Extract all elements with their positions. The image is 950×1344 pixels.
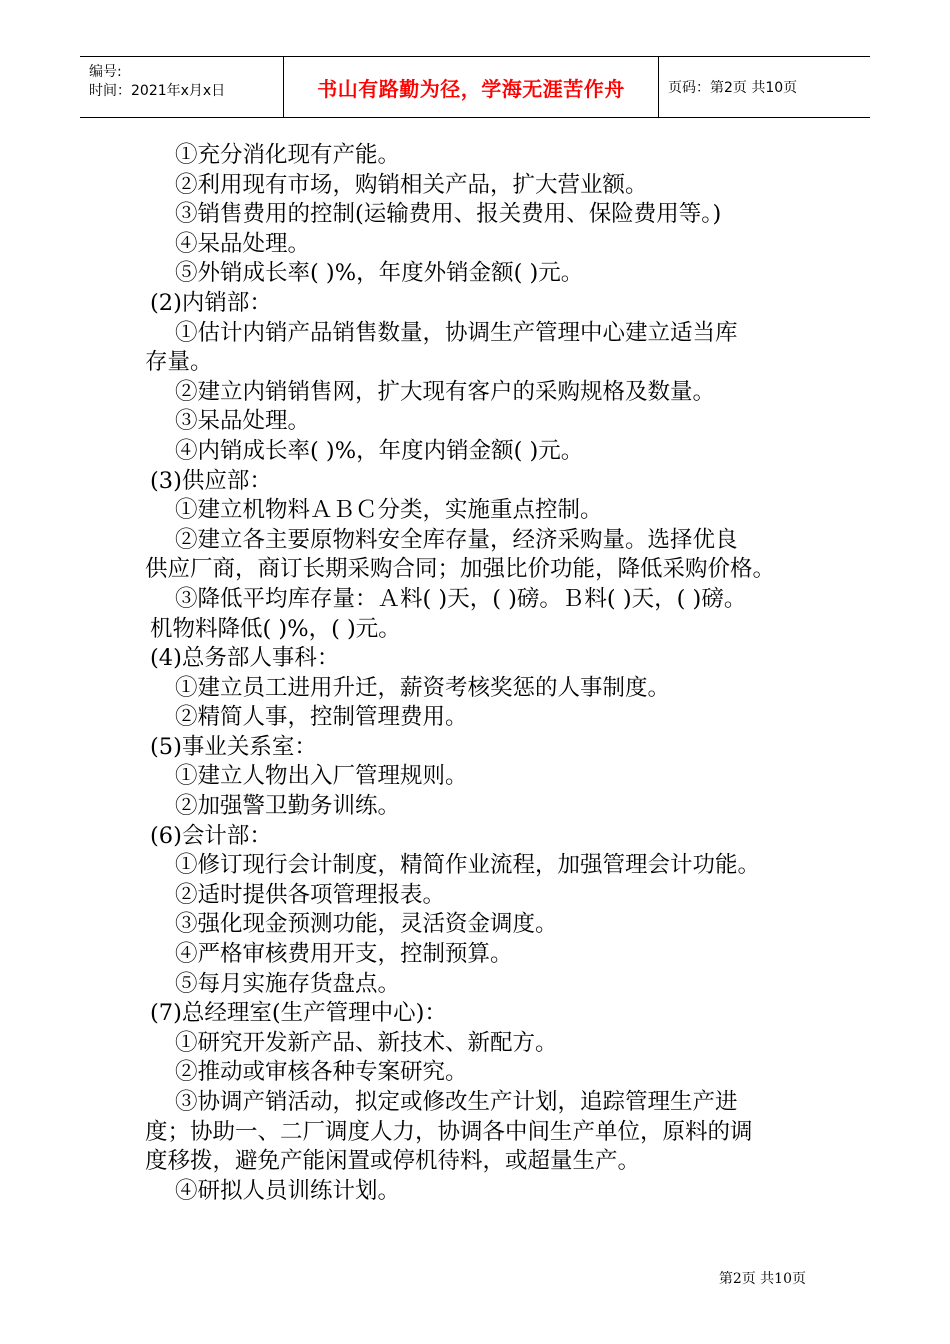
- body-line: 机物料降低( )%，( )元。: [150, 615, 401, 642]
- body-line: ①建立员工进用升迁，薪资考核奖惩的人事制度。: [175, 674, 671, 701]
- body-line: ①建立人物出入厂管理规则。: [175, 763, 468, 790]
- document-time-label: 时间：2021年x月x日: [89, 83, 226, 99]
- body-line: ②加强警卫勤务训练。: [175, 793, 401, 820]
- section-heading: (7)总经理室(生产管理中心)：: [150, 1000, 447, 1027]
- body-line: ①估计内销产品销售数量，协调生产管理中心建立适当库: [175, 319, 738, 346]
- body-line: ③销售费用的控制(运输费用、报关费用、保险费用等。): [175, 201, 722, 228]
- section-heading: (6)会计部：: [150, 822, 272, 849]
- body-line: ①修订现行会计制度，精简作业流程，加强管理会计功能。: [175, 852, 761, 879]
- body-line: ④研拟人员训练计划。: [175, 1177, 401, 1204]
- body-line: 度；协助一、二厂调度人力，协调各中间生产单位，原料的调: [145, 1118, 753, 1145]
- body-line: ④严格审核费用开支，控制预算。: [175, 941, 513, 968]
- body-line: ②利用现有市场，购销相关产品，扩大营业额。: [175, 171, 648, 198]
- document-body: [145, 141, 825, 1206]
- body-line: 存量。: [145, 349, 213, 376]
- page-footer: 第2页 共10页: [718, 1271, 806, 1287]
- body-line: ③降低平均库存量：Ａ料( )天，( )磅。Ｂ料( )天，( )磅。: [175, 585, 747, 612]
- body-line: ②建立各主要原物料安全库存量，经济采购量。选择优良: [175, 526, 738, 553]
- body-line: 供应厂商，商订长期采购合同；加强比价功能，降低采购价格。: [145, 556, 776, 583]
- body-line: ④呆品处理。: [175, 230, 311, 257]
- page-header: [80, 56, 870, 118]
- section-heading: (5)事业关系室：: [150, 733, 317, 760]
- body-line: 度移拨，避免产能闲置或停机待料，或超量生产。: [145, 1148, 641, 1175]
- body-line: ③强化现金预测功能，灵活资金调度。: [175, 911, 558, 938]
- body-line: ⑤外销成长率( )%，年度外销金额( )元。: [175, 260, 584, 287]
- body-line: ①充分消化现有产能。: [175, 142, 401, 168]
- body-line: ③协调产销活动，拟定或修改生产计划，追踪管理生产进: [175, 1089, 738, 1115]
- section-heading: (2)内销部：: [150, 289, 272, 316]
- section-heading: (3)供应部：: [150, 467, 272, 494]
- header-motto: 书山有路勤为径，学海无涯苦作舟: [283, 57, 659, 117]
- body-line: ②建立内销销售网，扩大现有客户的采购规格及数量。: [175, 378, 716, 405]
- body-line: ③呆品处理。: [175, 408, 311, 435]
- body-line: ⑤每月实施存货盘点。: [175, 970, 401, 997]
- header-meta: [80, 57, 283, 117]
- body-line: ②精简人事，控制管理费用。: [175, 704, 468, 731]
- body-line: ①建立机物料ＡＢＣ分类，实施重点控制。: [175, 497, 603, 524]
- body-line: ②推动或审核各种专案研究。: [175, 1059, 468, 1086]
- header-page-code: 页码：第2页 共10页: [668, 80, 798, 96]
- body-line: ④内销成长率( )%，年度内销金额( )元。: [175, 437, 584, 464]
- document-number-label: 编号:: [89, 64, 122, 80]
- body-line: ②适时提供各项管理报表。: [175, 881, 446, 908]
- section-heading: (4)总务部人事科：: [150, 645, 340, 672]
- body-line: ①研究开发新产品、新技术、新配方。: [175, 1029, 558, 1056]
